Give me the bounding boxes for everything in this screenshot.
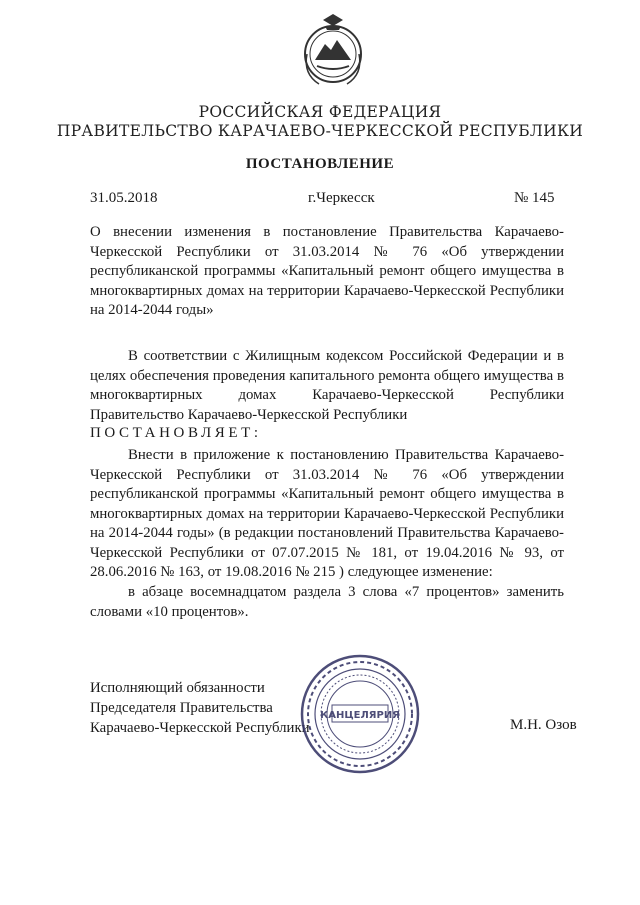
- signatory-position-line1: Исполняющий обязанности: [90, 680, 265, 696]
- decree-word: ПОСТАНОВЛЯЕТ:: [90, 425, 262, 441]
- preamble-paragraph: В соответствии с Жилищным кодексом Российской Федерации и в целях обеспечения проведения капитального ремонта общего имущества в многоквартирных домах Карачаево-Черкесской Республики Правительство Карачаево-Черкесской Республики: [90, 348, 564, 423]
- country-name: РОССИЙСКАЯ ФЕДЕРАЦИЯ: [198, 103, 442, 121]
- decree-item-1: Внести в приложение к постановлению Правительства Карачаево-Черкесской Республики от 31.03.2014 № 76 «Об утверждении республиканской программы «Капитальный ремонт общего имущества в многоквартирных домах на территории Карачаево-Черкесской Республики на 2014-2044 годы» (в редакции постановлений Правительства Карачаево-Черкесской Республики от 07.07.2015 № 181, от 19.04.2016 № 93, от 28.06.2016 № 163, от 19.08.2016 № 215 ) следующее изменение:: [90, 447, 564, 580]
- official-seal-stamp: [298, 652, 422, 776]
- signatory-name: М.Н. Озов: [510, 717, 577, 733]
- document-subject: О внесении изменения в постановление Правительства Карачаево-Черкесской Республики от 31.03.2014 № 76 «Об утверждении республиканской программы «Капитальный ремонт общего имущества в многоквартирных домах на территории Карачаево-Черкесской Республики на 2014-2044 годы»: [90, 224, 564, 318]
- signatory-block: [90, 678, 310, 738]
- coat-of-arms-emblem: [295, 10, 371, 96]
- svg-text:КАНЦЕЛЯРИЯ: КАНЦЕЛЯРИЯ: [320, 710, 400, 721]
- document-date: 31.05.2018: [90, 190, 158, 206]
- document-title: ПОСТАНОВЛЕНИЕ: [245, 156, 395, 172]
- document-city: г.Черкесск: [308, 190, 375, 206]
- decree-item-2: в абзаце восемнадцатом раздела 3 слова «7 процентов» заменить словами «10 процентов».: [90, 584, 564, 620]
- document-number: № 145: [514, 190, 555, 206]
- signatory-position-line3: Карачаево-Черкесской Республики: [90, 720, 310, 736]
- government-name: ПРАВИТЕЛЬСТВО КАРАЧАЕВО-ЧЕРКЕССКОЙ РЕСПУБЛИКИ: [56, 122, 584, 140]
- signatory-position-line2: Председателя Правительства: [90, 700, 273, 716]
